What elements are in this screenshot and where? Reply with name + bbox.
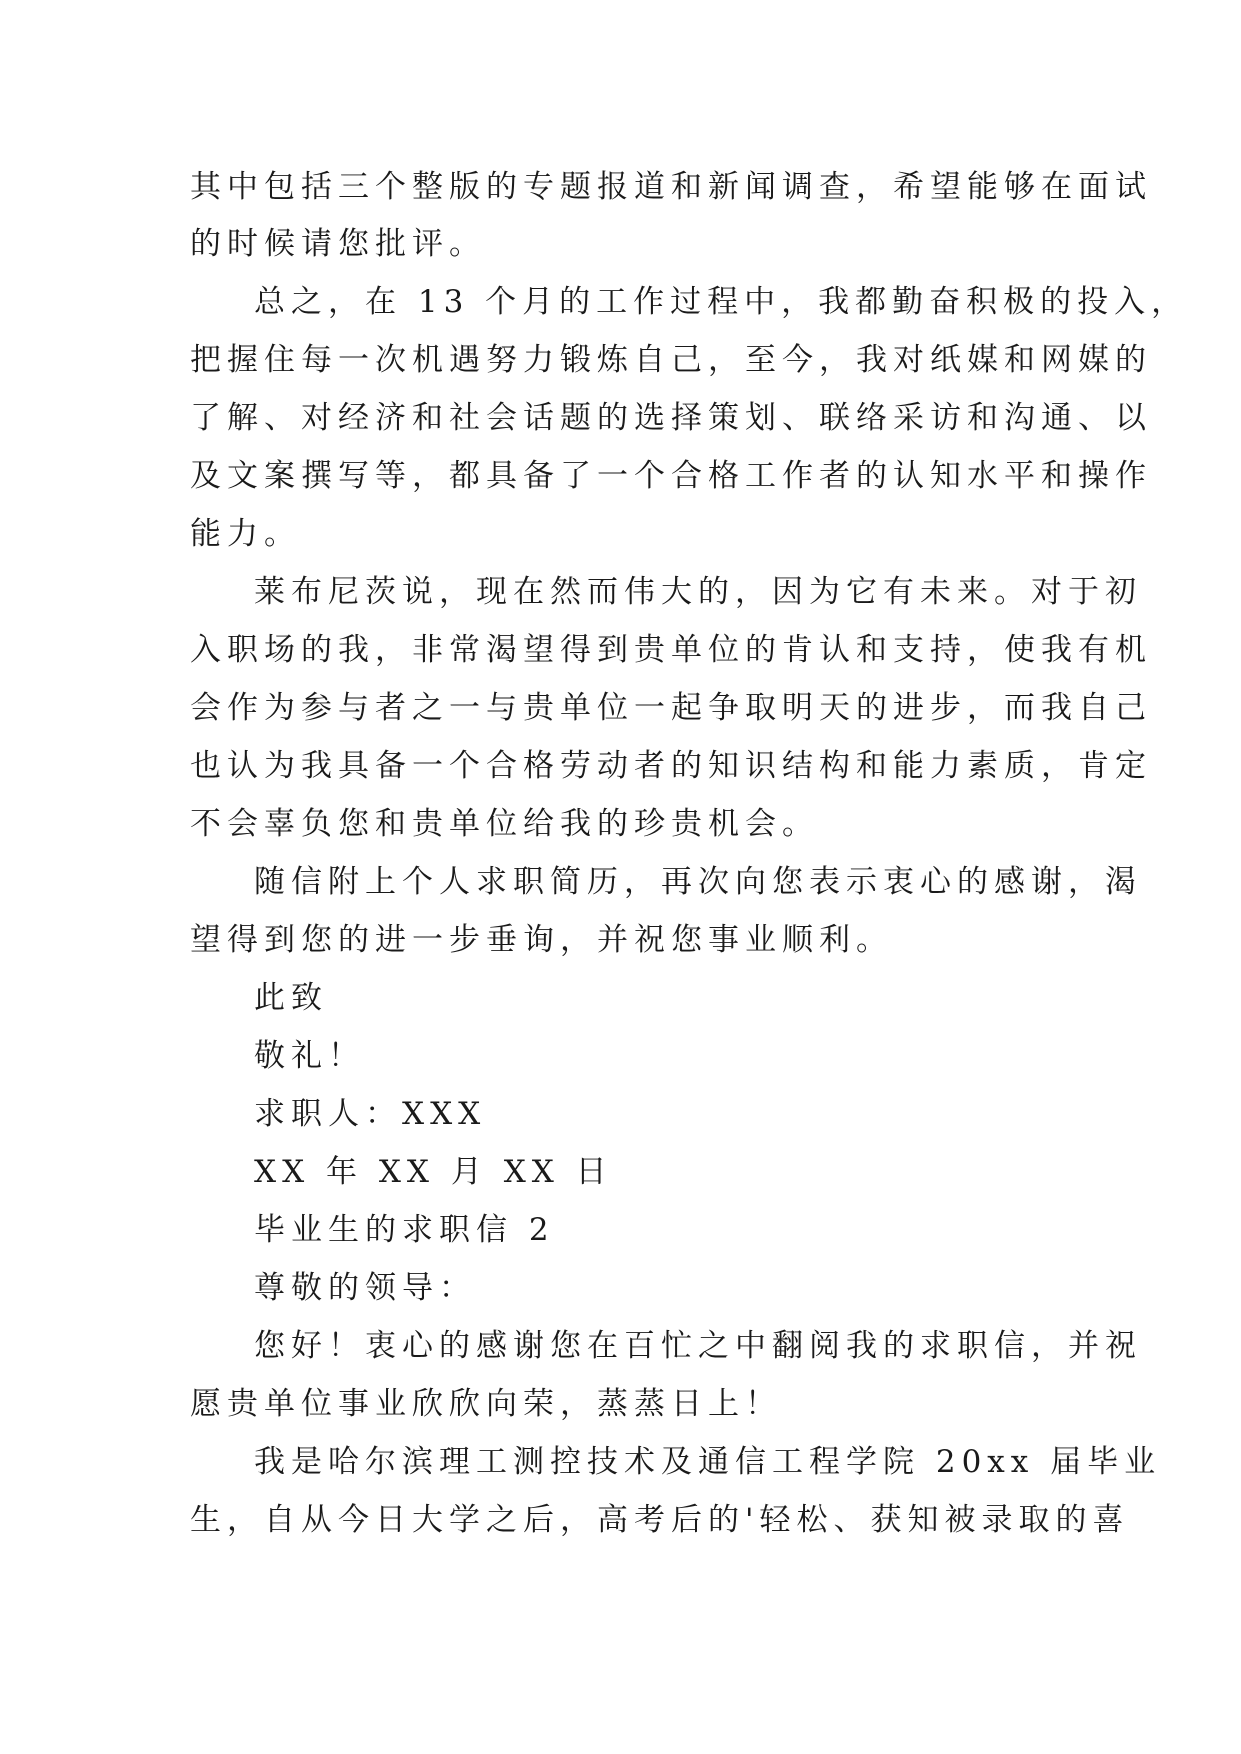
text-line: 生，自从今日大学之后，高考后的'轻松、获知被录取的喜: [190, 1502, 1130, 1538]
closing-respect: 敬礼！: [254, 1038, 365, 1074]
text-line: 了解、对经济和社会话题的选择策划、联络采访和沟通、以: [190, 400, 1152, 436]
text-line: 望得到您的进一步垂询，并祝您事业顺利。: [190, 922, 893, 958]
paragraph-start: 莱布尼茨说，现在然而伟大的，因为它有未来。对于初: [254, 574, 1142, 610]
applicant-signature: 求职人：XXX: [254, 1096, 487, 1132]
text-line: 的时候请您批评。: [190, 226, 486, 262]
paragraph-start: 您好！衷心的感谢您在百忙之中翻阅我的求职信，并祝: [254, 1328, 1142, 1364]
text-line: 愿贵单位事业欣欣向荣，蒸蒸日上！: [190, 1386, 782, 1422]
paragraph-start: 总之，在 13 个月的工作过程中，我都勤奋积极的投入，: [254, 284, 1189, 320]
letter-date: XX 年 XX 月 XX 日: [254, 1154, 613, 1190]
text-line: 也认为我具备一个合格劳动者的知识结构和能力素质，肯定: [190, 748, 1152, 784]
closing-salutation: 此致: [254, 980, 328, 1016]
text-line: 其中包括三个整版的专题报道和新闻调查，希望能够在面试: [190, 169, 1152, 205]
greeting: 尊敬的领导：: [254, 1270, 476, 1306]
section-title: 毕业生的求职信 2: [254, 1212, 555, 1248]
text-line: 入职场的我，非常渴望得到贵单位的肯认和支持，使我有机: [190, 632, 1152, 668]
text-line: 及文案撰写等，都具备了一个合格工作者的认知水平和操作: [190, 458, 1152, 494]
paragraph-start: 我是哈尔滨理工测控技术及通信工程学院 20xx 届毕业: [254, 1444, 1162, 1480]
text-line: 不会辜负您和贵单位给我的珍贵机会。: [190, 806, 819, 842]
paragraph-start: 随信附上个人求职简历，再次向您表示衷心的感谢，渴: [254, 864, 1142, 900]
text-line: 会作为参与者之一与贵单位一起争取明天的进步，而我自己: [190, 690, 1152, 726]
text-line: 把握住每一次机遇努力锻炼自己，至今，我对纸媒和网媒的: [190, 342, 1152, 378]
text-line: 能力。: [190, 516, 301, 552]
